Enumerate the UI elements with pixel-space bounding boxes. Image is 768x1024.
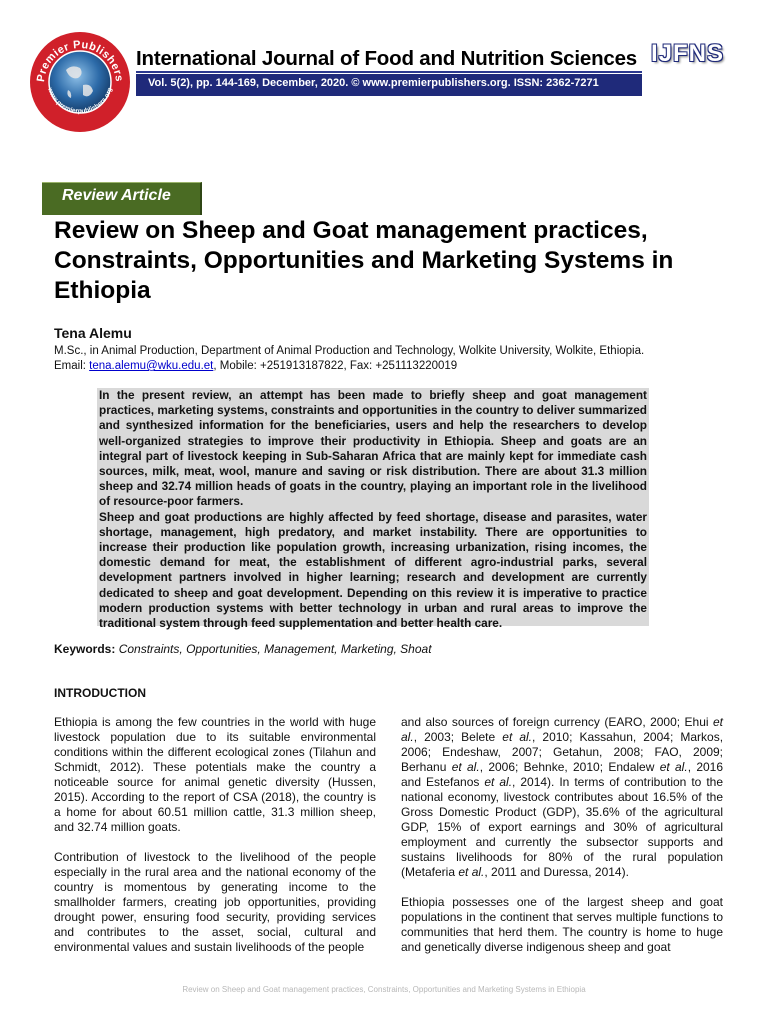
banner-rule: [136, 71, 642, 73]
author-contact: [54, 360, 457, 372]
email-link[interactable]: tena.alemu@wku.edu.et: [89, 360, 214, 372]
logo-arc-text: Premier Publishers: [34, 38, 126, 83]
body-paragraph: Ethiopia possesses one of the largest sheep and goat populations in the continent that serves multiple functions to communities that herd them. The country is home to huge and genetically diverse indigenous sheep and goat: [401, 895, 723, 954]
journal-citation: Vol. 5(2), pp. 144-169, December, 2020. © www.premierpublishers.org. ISSN: 2362-7271: [148, 77, 599, 89]
publisher-logo: [28, 30, 132, 134]
abstract-paragraph-2: Sheep and goat productions are highly affected by feed shortage, disease and parasites, water shortage, management, high predatory, and market instability. There are opportunities to increase their production like population growth, increasing urbanization, rising incomes, the domestic demand for meat, the establishment of different agro-industrial parks, several development partners involved in higher learning; research and development are currently dedicated to sheep and goat development. Depending on this review it is imperative to practice modern production systems with better technology in urban and rural areas to improve the traditional system through feed supplementation and better health care.: [99, 509, 647, 631]
section-heading: INTRODUCTION: [54, 686, 146, 700]
keywords: [54, 642, 432, 656]
phone-fax: , Mobile: +251913187822, Fax: +251113220019: [213, 360, 458, 372]
body-paragraph: Ethiopia is among the few countries in the world with huge livestock population due to its suitable environmental conditions within the different ecological zones (Tilahun and Schmidt, 2012). These potentials make the country a noticeable source for animal genetic diversity (Hussen, 2015). According to the report of CSA (2018), the country is a home for about 60.51 million cattle, 31.3 million sheep, and 32.74 million goats.: [54, 715, 376, 834]
running-footer: Review on Sheep and Goat management practices, Constraints, Opportunities and Marketing Systems in Ethiopia: [182, 985, 586, 994]
journal-abbreviation: IJFNS: [651, 40, 725, 67]
article-title: Review on Sheep and Goat management practices, Constraints, Opportunities and Marketing Systems in Ethiopia: [54, 217, 674, 304]
abstract-box: [97, 388, 649, 631]
keywords-label: Keywords:: [54, 642, 116, 656]
logo-bottom-text: www.premierpublishers.org: [46, 86, 114, 115]
author-affiliation: M.Sc., in Animal Production, Department of Animal Production and Technology, Wolkite University, Wolkite, Ethiopia.: [54, 345, 645, 357]
email-label: Email:: [54, 360, 90, 372]
abstract-paragraph-1: In the present review, an attempt has been made to briefly sheep and goat management practices, marketing systems, constraints and opportunities in the country to deliver summarized and synthesized information for the beneficiaries, users and help the researchers to develop well-organized strategies to improve their productivity in Ethiopia. Sheep and goats are an integral part of livestock keeping in Sub-Saharan Africa that are mainly kept for immediate cash sources, milk, meat, wool, manure and saving or risk distribution. There are about 31.3 million sheep and 32.74 million heads of goats in the country, playing an important role in the livelihood of resource-poor farmers.: [99, 388, 647, 509]
author-name: Tena Alemu: [54, 325, 132, 341]
body-paragraph: Contribution of livestock to the livelihood of the people especially in the rural area and the national economy of the country is momentous by generating income to the smallholder farmers, creating job opportunities, providing drought power, ensuring food security, providing services and contributes to the asset, social, cultural and environmental values and sustain livelihoods of the people: [54, 850, 376, 954]
article-type-label: Review Article: [62, 187, 171, 204]
body-paragraph-with-citations: and also sources of foreign currency (EARO, 2000; Ehui et al., 2003; Belete et al., 2010; Kassahun, 2004; Markos, 2006; Endeshaw, 2007; Getahun, 2008; FAO, 2009; Berhanu et al., 2006; Behnke, 2010; Endalew et al., 2016 and Estefanos et al., 2014). In terms of contribution to the national economy, livestock contributes about 16.5% of the Gross Domestic Product (GDP), 35.6% of the agricultural GDP, 15% of export earnings and 30% of agricultural employment and currently the subsector supports and sustains livelihoods for 80% of the rural population (Metaferia et al., 2011 and Duressa, 2014).: [401, 715, 724, 879]
keywords-text: Constraints, Opportunities, Management, Marketing, Shoat: [118, 642, 432, 656]
journal-title: International Journal of Food and Nutrition Sciences: [136, 47, 637, 70]
